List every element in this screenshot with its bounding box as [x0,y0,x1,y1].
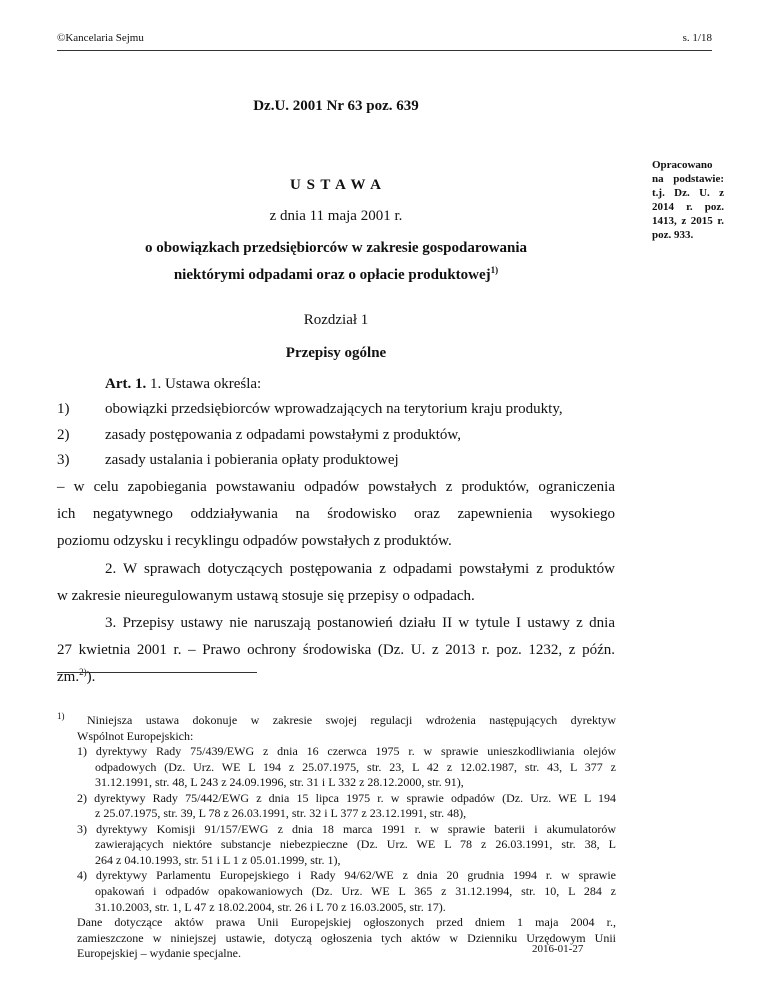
footnote-line: 1) dyrektywy Rady 75/439/EWG z dnia 16 czerwca 1975 r. w sprawie unieszkodliwiania olejów [77,744,616,758]
footnote-line: 3) dyrektywy Komisji 91/157/EWG z dnia 18 marca 1991 r. w sprawie baterii i akumulatorów [77,822,616,836]
act-title: U S T A W A [289,177,383,193]
chapter-label: Rozdział 1 [303,312,369,328]
list-item-text: obowiązki przedsiębiorców wprowadzających na terytorium kraju produkty, [105,401,563,417]
list-item-number: 1) [57,401,70,417]
paragraph-2-line: w zakresie nieuregulowanym ustawą stosuje się przepisy o odpadach. [57,588,475,604]
paragraph-3-line: 3. Przepisy ustawy nie naruszają postanowień działu II w tytule I ustawy z dnia [105,615,615,631]
footnote-line: 264 z 04.10.1993, str. 51 i L 1 z 05.01.1999, str. 1), [95,853,341,867]
footnote-line: z 25.07.1975, str. 39, L 78 z 26.03.1991, str. 32 i L 377 z 23.12.1991, str. 48), [95,806,467,820]
footnote-line: Niniejsza ustawa dokonuje w zakresie swojej regulacji wdrożenia następujących dyrektyw [87,713,616,727]
paragraph-3-line: 27 kwietnia 2001 r. – Prawo ochrony środowiska (Dz. U. z 2013 r. poz. 1232, z późn. [57,642,615,658]
footnote-line: Dane dotyczące aktów prawa Unii Europejskiej ogłoszonych przed dniem 1 maja 2004 r., [77,915,616,929]
footnote-ref-2: 2) [79,667,87,677]
footnote-line: Wspólnot Europejskich: [77,729,194,743]
header-divider [57,50,712,51]
footnote-line: 2) dyrektywy Rady 75/442/EWG z dnia 15 lipca 1975 r. w sprawie odpadów (Dz. Urz. WE L 194 [77,791,616,805]
act-subject-line2 [57,265,615,284]
footnote-line: opakowań i odpadów opakowaniowych (Dz. Urz. WE L 365 z 31.12.1994, str. 10, L 284 z [95,884,616,898]
paragraph-2-line: 2. W sprawach dotyczących postępowania z odpadami powstałymi z produktów [105,561,615,577]
conclusion-line: ich negatywnego oddziaływania na środowisko oraz zapewnienia wysokiego [57,506,615,522]
footnote-line: zamieszczone w niniejszej ustawie, dotyczą ogłoszenia tych aktów w Dzienniku Urzędowym Unii [77,931,616,945]
footnote-line: Europejskiej – wydanie specjalne. [77,946,241,960]
page-number: s. 1/18 [682,32,712,44]
footnote-line: 31.12.1991, str. 48, L 243 z 24.09.1996, str. 31 i L 332 z 28.12.2000, str. 91), [95,775,464,789]
article-lead-text: 1. Ustawa określa: [146,376,262,392]
list-item-text: zasady ustalania i pobierania opłaty produktowej [105,452,399,468]
footnote-line: zawierających niektóre substancje niebezpieczne (Dz. Urz. WE L 78 z 26.03.1991, str. 38, L [95,837,616,851]
footnote-divider [57,672,257,673]
list-item-number: 3) [57,452,70,468]
paragraph-3-line [57,667,95,686]
footnote-line: odpadowych (Dz. Urz. WE L 194 z 25.07.1975, str. 23, L 42 z 12.02.1987, str. 43, L 377 z [95,760,616,774]
journal-citation: Dz.U. 2001 Nr 63 poz. 639 [253,98,419,114]
footnote-ref-1: 1) [490,265,499,275]
header-source: ©Kancelaria Sejmu [57,32,144,44]
paragraph-3-text: zm. [57,669,80,685]
footnote-line: 31.10.2003, str. 1, L 47 z 18.02.2004, str. 26 i L 70 z 16.03.2005, str. 17). [95,900,446,914]
list-item-text: zasady postępowania z odpadami powstałymi z produktów, [105,427,462,443]
chapter-title: Przepisy ogólne [285,345,387,361]
article-1-lead [105,376,261,393]
list-item-number: 2) [57,427,70,443]
footnote-line: 4) dyrektywy Parlamentu Europejskiego i Rady 94/62/WE z dnia 20 grudnia 1994 r. w sprawie [77,868,616,882]
act-subject-line1: o obowiązkach przedsiębiorców w zakresie gospodarowania [144,240,528,256]
act-date: z dnia 11 maja 2001 r. [269,208,403,224]
footnote-mark: 1) [57,711,65,721]
conclusion-line: – w celu zapobiegania powstawaniu odpadów powstałych z produktów, ograniczenia [57,479,615,495]
source-sidenote: Opracowano na podstawie: t.j. Dz. U. z 2014 r. poz. 1413, z 2015 r. poz. 933. [652,159,724,241]
conclusion-line: poziomu odzysku i recyklingu odpadów powstałych z produktów. [57,533,452,549]
article-heading: Art. 1. [105,376,147,392]
footer-date: 2016-01-27 [532,943,584,955]
act-subject-text: niektórymi odpadami oraz o opłacie produktowej [173,267,491,283]
paragraph-3-end: ). [86,669,96,685]
